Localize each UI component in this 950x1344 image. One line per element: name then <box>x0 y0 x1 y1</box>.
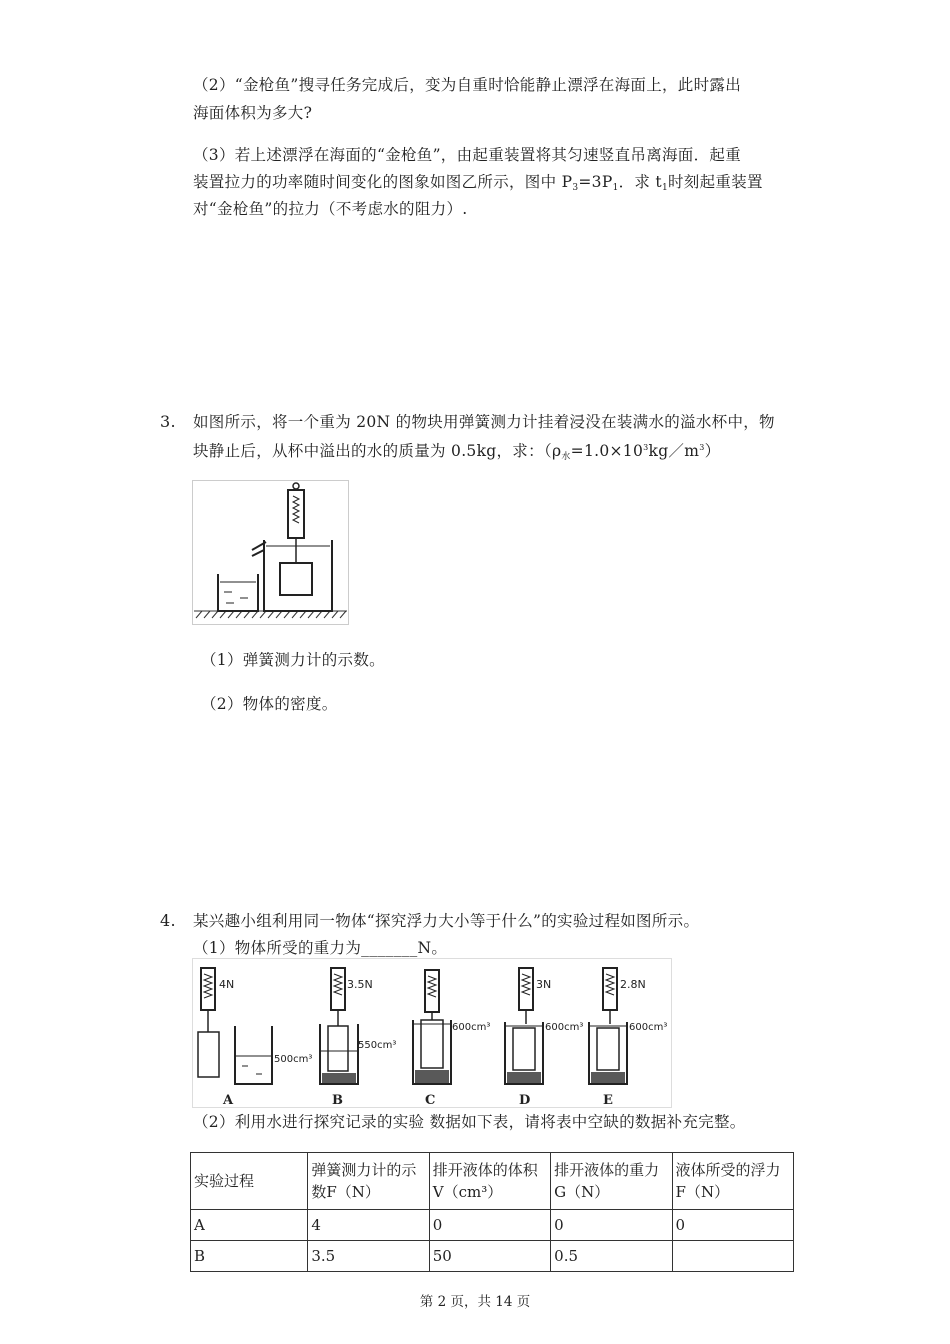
table-row <box>191 1210 794 1241</box>
header-buoyancy-l2: F（N） <box>675 1183 730 1201</box>
header-displaced-volume <box>429 1153 550 1210</box>
table-cell: 4 <box>308 1210 429 1241</box>
q4-part1: （1）物体所受的重力为_______N。 <box>193 939 448 957</box>
volume-c: 600cm³ <box>452 1022 491 1033</box>
header-displaced-weight-l1: 排开液体的重力 <box>554 1161 660 1179</box>
q2-sub3-line1: （3）若上述漂浮在海面的“金枪鱼”，由起重装置将其匀速竖直吊离海面．起重 <box>193 146 742 164</box>
q3-part1: （1）弹簧测力计的示数。 <box>201 651 385 669</box>
header-process-text: 实验过程 <box>194 1172 255 1190</box>
page-footer: 第 2 页，共 14 页 <box>419 1294 531 1310</box>
reading-a: 4N <box>219 978 235 991</box>
q3-figure-frame <box>193 481 349 625</box>
table-cell: B <box>191 1241 308 1272</box>
q3-rho-sub: 水 <box>561 452 571 462</box>
q2-sub3-p3-sub: 3 <box>572 183 579 193</box>
q3-number: 3. <box>160 412 176 431</box>
q4-experiment-figure <box>192 958 672 1108</box>
table-cell: 0 <box>672 1210 793 1241</box>
q3-line2-text: 块静止后，从杯中溢出的水的质量为 0.5kg，求：（ρ <box>193 442 562 460</box>
label-e: E <box>603 1093 613 1108</box>
table-cell: 0.5 <box>551 1241 672 1272</box>
q4-number: 4. <box>160 911 176 930</box>
header-displaced-weight-l2: G（N） <box>554 1183 610 1201</box>
header-process <box>191 1153 308 1210</box>
q3-rho-close: ） <box>704 442 721 460</box>
submerged-block <box>280 563 312 595</box>
table-cell: 0 <box>551 1210 672 1241</box>
reading-b: 3.5N <box>347 978 373 991</box>
reading-e: 2.8N <box>620 978 646 991</box>
volume-b: 550cm³ <box>358 1040 397 1051</box>
q3-line1: 如图所示，将一个重为 20N 的物块用弹簧测力计挂着浸没在装满水的溢水杯中，物 <box>193 413 775 431</box>
q3-part2: （2）物体的密度。 <box>201 695 338 713</box>
label-a: A <box>223 1093 234 1108</box>
q2-sub3-text-b: ．求 t <box>618 173 662 191</box>
table-cell: 0 <box>429 1210 550 1241</box>
table-cell: A <box>191 1210 308 1241</box>
q3-line2 <box>193 438 720 467</box>
q3-rho-unit: kg／m <box>648 442 700 460</box>
q3-rho-unit-exp: 3 <box>699 443 705 452</box>
volume-e: 600cm³ <box>629 1022 668 1033</box>
q3-overflow-cup-figure <box>192 480 349 625</box>
q4-data-table <box>190 1152 794 1272</box>
table-cell: 50 <box>429 1241 550 1272</box>
q2-sub3-t1-sub: 1 <box>661 183 668 193</box>
reading-d: 3N <box>536 978 552 991</box>
volume-a: 500cm³ <box>274 1054 313 1065</box>
header-spring-reading-l1: 弹簧测力计的示 <box>311 1161 417 1179</box>
q3-rho-val: =1.0×10 <box>570 442 644 460</box>
table-cell-blank <box>672 1241 793 1272</box>
label-c: C <box>425 1093 436 1108</box>
q2-sub3-p1-sub: 1 <box>612 183 619 193</box>
header-spring-reading-l2: 数F（N） <box>311 1183 380 1201</box>
q2-sub3-text-c: 时刻起重装置 <box>668 173 763 191</box>
volume-d: 600cm³ <box>545 1022 584 1033</box>
table-cell: 3.5 <box>308 1241 429 1272</box>
header-buoyancy <box>672 1153 793 1210</box>
q3-rho-exp: 3 <box>643 443 649 452</box>
q2-sub2-line2: 海面体积为多大? <box>193 104 313 122</box>
table-header-row <box>191 1153 794 1210</box>
header-displaced-volume-l2: V（cm³） <box>432 1183 503 1201</box>
label-d: D <box>519 1093 531 1108</box>
header-buoyancy-l1: 液体所受的浮力 <box>675 1161 781 1179</box>
q2-sub3-text-a: 装置拉力的功率随时间变化的图象如图乙所示，图中 P <box>193 173 573 191</box>
label-b: B <box>332 1093 343 1108</box>
header-spring-reading <box>308 1153 429 1210</box>
q4-line1: 某兴趣小组利用同一物体“探究浮力大小等于什么”的实验过程如图所示。 <box>193 912 700 930</box>
q2-sub2-line1: （2）“金枪鱼”搜寻任务完成后，变为自重时恰能静止漂浮在海面上，此时露出 <box>193 76 742 94</box>
q4-part2: （2）利用水进行探究记录的实验 数据如下表，请将表中空缺的数据补充完整。 <box>193 1113 746 1131</box>
header-displaced-volume-l1: 排开液体的体积 <box>432 1161 538 1179</box>
q2-sub3-eq: =3P <box>578 173 613 191</box>
header-displaced-weight <box>551 1153 672 1210</box>
q2-sub3-line2 <box>193 172 763 198</box>
q2-sub3-line3: 对“金枪鱼”的拉力（不考虑水的阻力）. <box>193 200 468 218</box>
table-row <box>191 1241 794 1272</box>
